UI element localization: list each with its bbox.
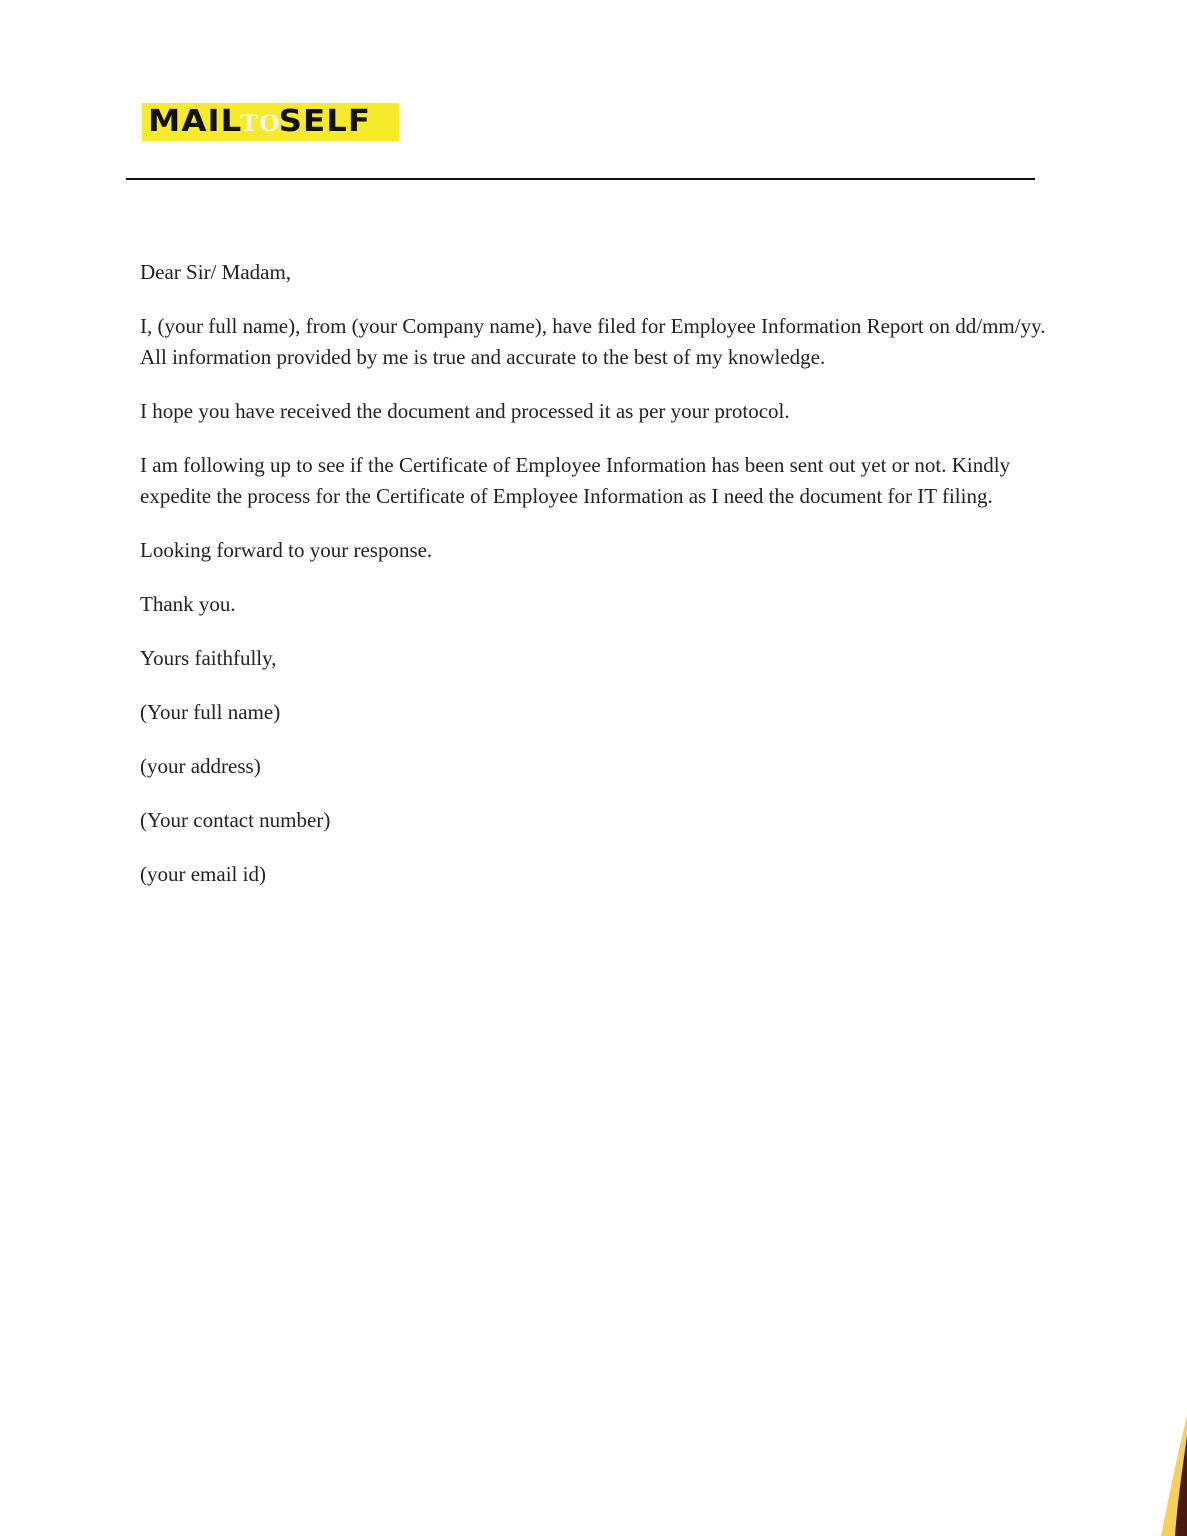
paragraph-5: Thank you.: [140, 592, 236, 616]
logo-text: MAILTOSELF: [148, 104, 372, 139]
paragraph-3: I am following up to see if the Certificate of Employee Information has been sent out yet or not. Kindly expedite the process for the Certificate of Employee Information as I need the document for IT filing.: [140, 453, 1011, 508]
signature-address: (your address): [140, 754, 261, 778]
header-divider: [126, 178, 1035, 180]
corner-decoration-icon: [1147, 1416, 1187, 1536]
signature-contact: (Your contact number): [140, 808, 331, 832]
mailtoself-logo: [142, 103, 399, 141]
closing: Yours faithfully,: [140, 646, 277, 670]
paragraph-4: Looking forward to your response.: [140, 538, 433, 562]
signature-name: (Your full name): [140, 700, 281, 724]
signature-email: (your email id): [140, 862, 266, 886]
salutation: Dear Sir/ Madam,: [140, 260, 292, 284]
letter-body: [140, 257, 1050, 913]
paragraph-2: I hope you have received the document and processed it as per your protocol.: [140, 399, 790, 423]
paragraph-1: I, (your full name), from (your Company name), have filed for Employee Information Report on dd/mm/yy. All information provided by me is true and accurate to the best of my knowledge.: [140, 314, 1046, 369]
